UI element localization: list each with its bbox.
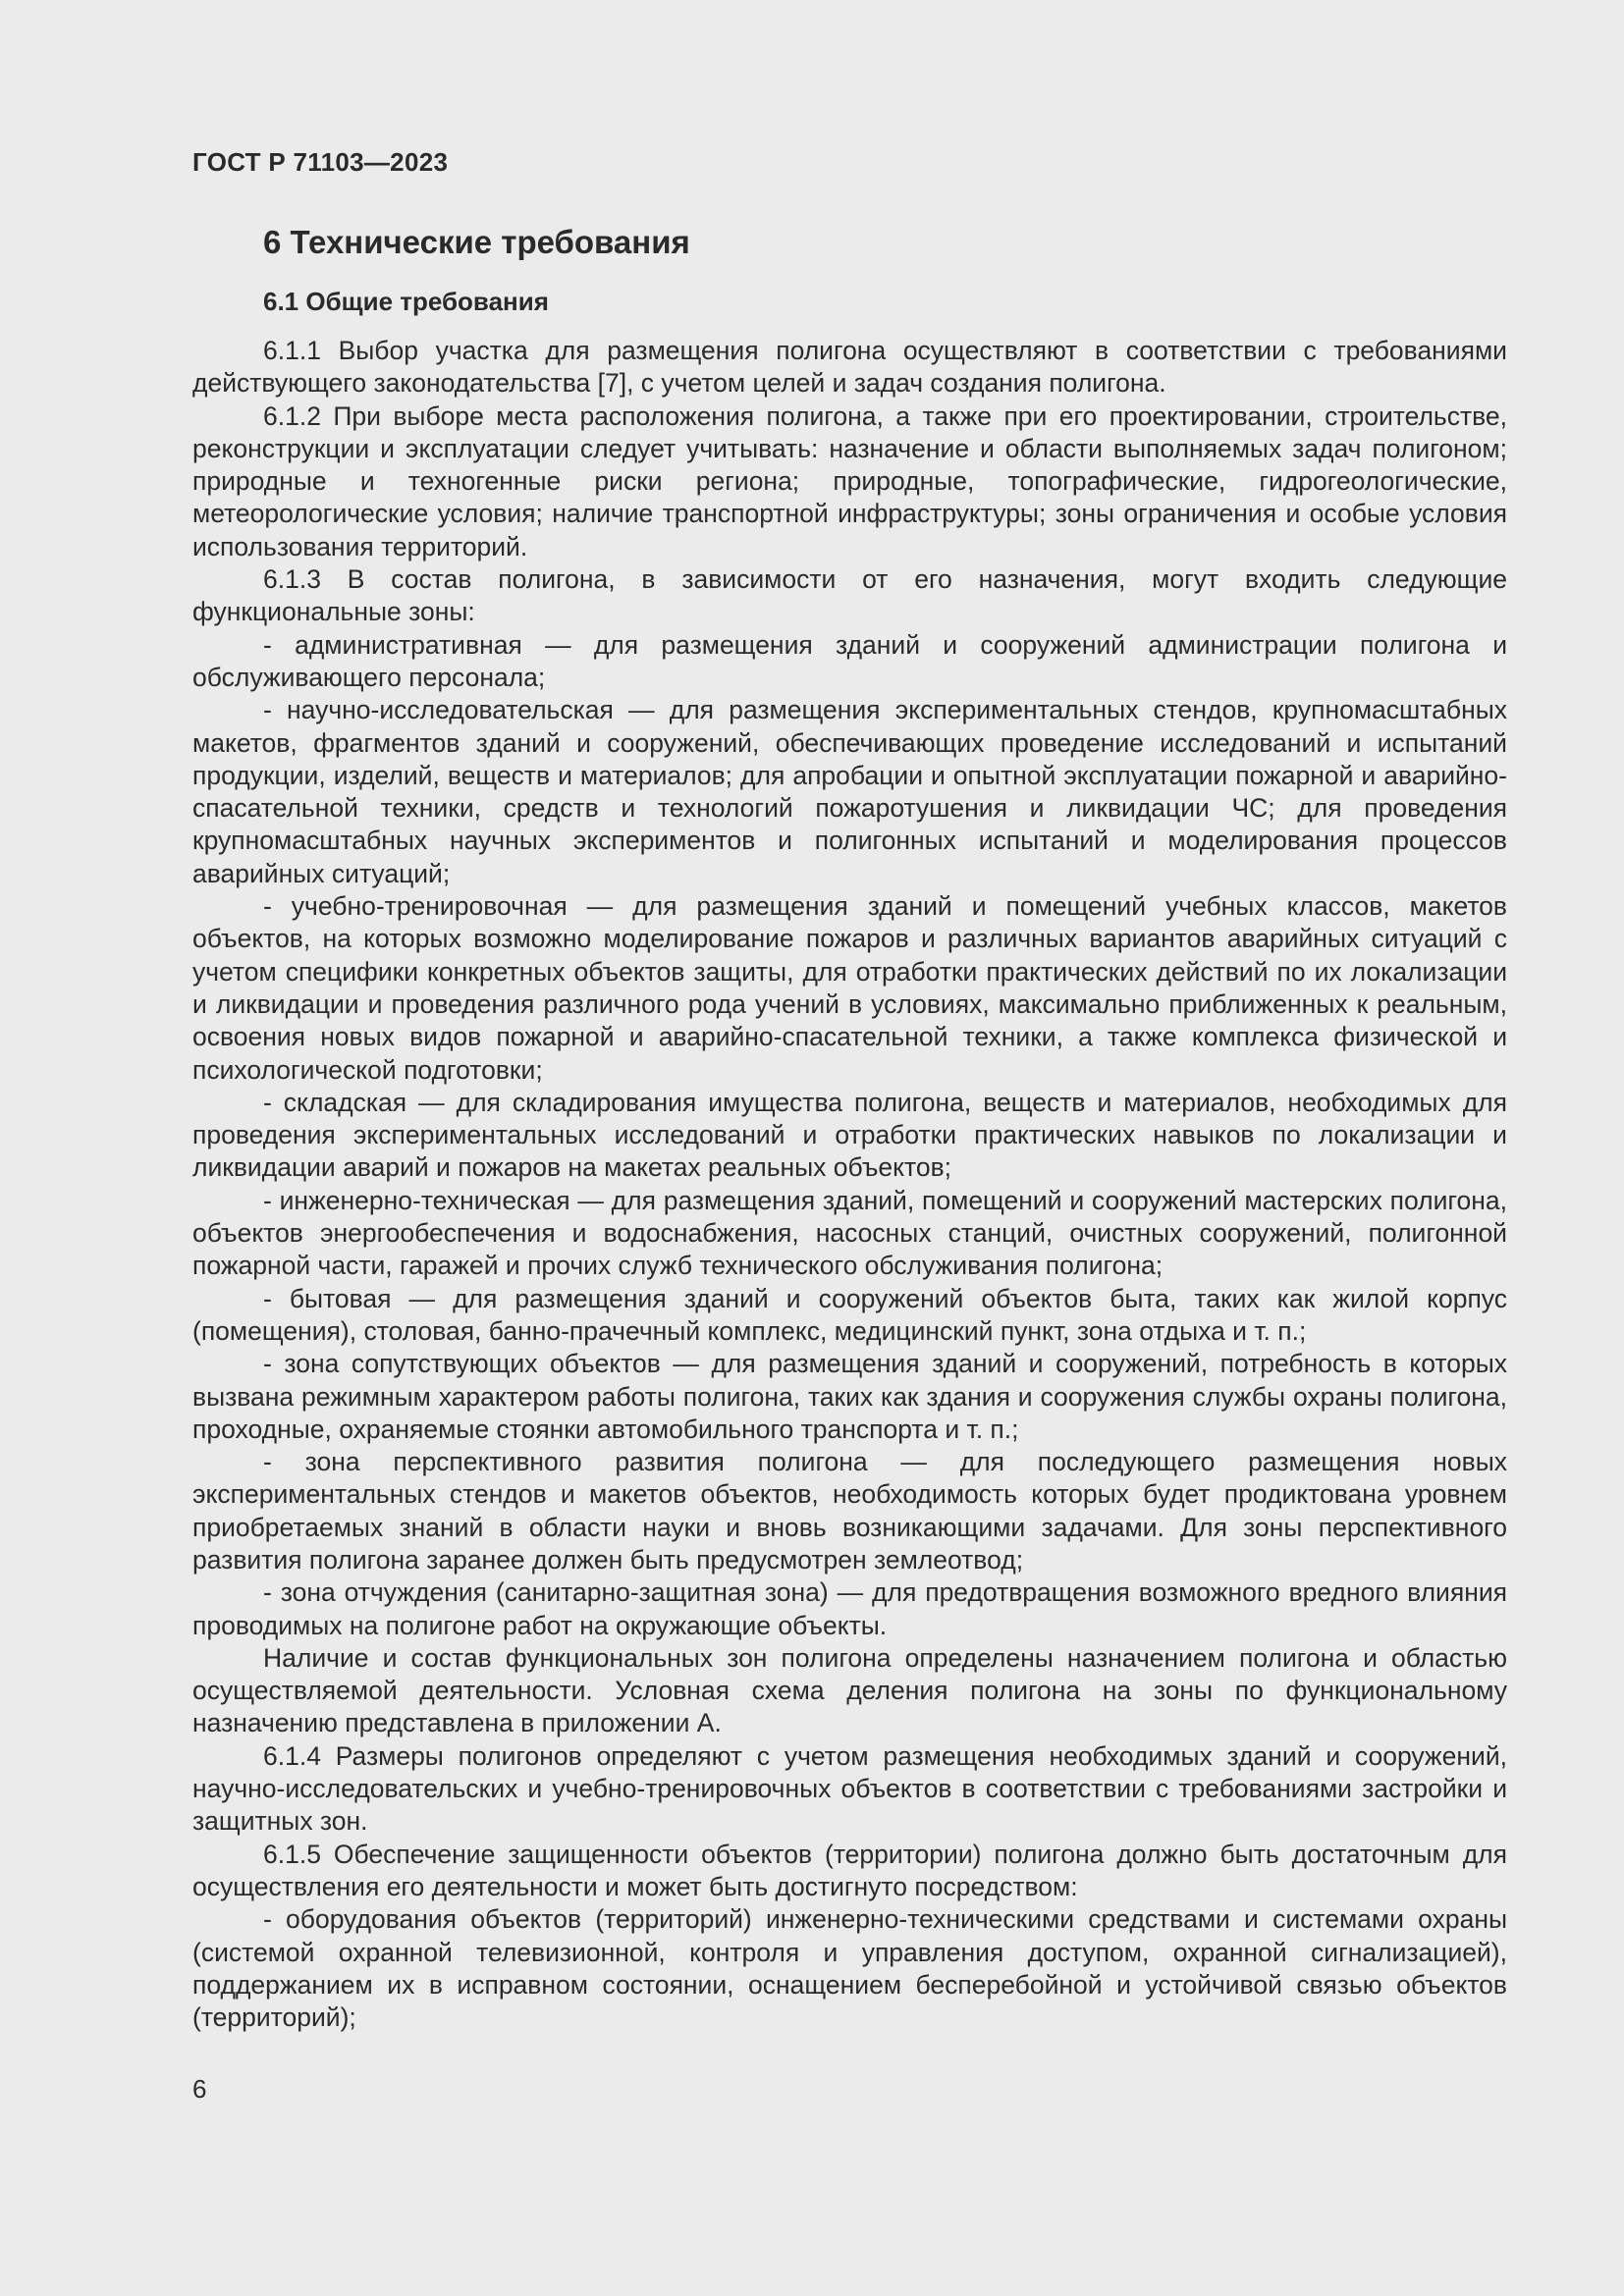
paragraph-6-1-3: 6.1.3 В состав полигона, в зависимости от его назначения, могут входить следующие функциональные зоны: <box>192 564 1507 627</box>
document-id-header: ГОСТ Р 71103—2023 <box>192 147 449 177</box>
section-title: 6 Технические требования <box>263 224 690 260</box>
paragraph-6-1-4: 6.1.4 Размеры полигонов определяют с учетом размещения необходимых зданий и сооружений, научно-исследовательских и учебно-тренировочных объектов в соответствии с требованиями застройки и защитных зон. <box>192 1740 1507 1837</box>
list-item-development-zone: - зона перспективного развития полигона — для последующего размещения новых экспериментальных стендов и макетов объектов, необходимость которых будет продиктована уровнем приобретаемых знаний в области науки и вновь возникающими задачами. Для зоны перспективного развития полигона заранее должен быть предусмотрен землеотвод; <box>192 1447 1507 1575</box>
list-item-research-zone: - научно-исследовательская — для размещения экспериментальных стендов, крупномасштабных макетов, фрагментов зданий и сооружений, обеспечивающих проведение исследований и испытаний продукции, изделий, веществ и материалов; для апробации и опытной эксплуатации пожарной и аварийно-спасательной техники, средств и технологий пожаротушения и ликвидации ЧС; для проведения крупномасштабных научных экспериментов и полигонных испытаний и моделирования процессов аварийных ситуаций; <box>192 695 1507 888</box>
list-item-administrative-zone: - административная — для размещения зданий и сооружений администрации полигона и обслуживающего персонала; <box>192 629 1507 692</box>
paragraph-6-1-5: 6.1.5 Обеспечение защищенности объектов (территории) полигона должно быть достаточным для осуществления его деятельности и может быть достигнуто посредством: <box>192 1839 1507 1901</box>
document-body <box>192 335 1507 2034</box>
subsection-title: 6.1 Общие требования <box>263 287 549 316</box>
list-item-exclusion-zone: - зона отчуждения (санитарно-защитная зона) — для предотвращения возможного вредного влияния проводимых на полигоне работ на окружающие объекты. <box>192 1577 1507 1640</box>
paragraph-zones-summary: Наличие и состав функциональных зон полигона определены назначением полигона и областью осуществляемой деятельности. Условная схема деления полигона на зоны по функциональному назначению представлена в приложении А. <box>192 1642 1507 1738</box>
paragraph-6-1-2: 6.1.2 При выборе места расположения полигона, а также при его проектировании, строительстве, реконструкции и эксплуатации следует учитывать: назначение и области выполняемых задач полигоном; природные и техногенные риски региона; природные, топографические, гидрогеологические, метеорологические условия; наличие транспортной инфраструктуры; зоны ограничения и особые условия использования территорий. <box>192 400 1507 561</box>
list-item-household-zone: - бытовая — для размещения зданий и сооружений объектов быта, таких как жилой корпус (помещения), столовая, банно-прачечный комплекс, медицинский пункт, зона отдыха и т. п.; <box>192 1283 1507 1346</box>
list-item-auxiliary-zone: - зона сопутствующих объектов — для размещения зданий и сооружений, потребность в которых вызвана режимным характером работы полигона, таких как здания и сооружения службы охраны полигона, проходные, охраняемые стоянки автомобильного транспорта и т. п.; <box>192 1349 1507 1444</box>
paragraph-6-1-1: 6.1.1 Выбор участка для размещения полигона осуществляют в соответствии с требованиями действующего законодательства [7], с учетом целей и задач создания полигона. <box>192 336 1507 399</box>
list-item-engineering-zone: - инженерно-техническая — для размещения зданий, помещений и сооружений мастерских полигона, объектов энергообеспечения и водоснабжения, насосных станций, очистных сооружений, полигонной пожарной части, гаражей и прочих служб технического обслуживания полигона; <box>192 1185 1507 1281</box>
list-item-storage-zone: - складская — для складирования имущества полигона, веществ и материалов, необходимых для проведения экспериментальных исследований и отработки практических навыков по локализации и ликвидации аварий и пожаров на макетах реальных объектов; <box>192 1087 1507 1183</box>
list-item-security-equipment: - оборудования объектов (территорий) инженерно-техническими средствами и системами охраны (системой охранной телевизионной, контроля и управления доступом, охранной сигнализацией), поддержанием их в исправном состоянии, оснащением бесперебойной и устойчивой связью объектов (территорий); <box>192 1904 1507 2033</box>
list-item-training-zone: - учебно-тренировочная — для размещения зданий и помещений учебных классов, макетов объектов, на которых возможно моделирование пожаров и различных вариантов аварийных ситуаций с учетом специфики конкретных объектов защиты, для отработки практических действий по их локализации и ликвидации и проведения различного рода учений в условиях, максимально приближенных к реальным, освоения новых видов пожарной и аварийно-спасательной техники, а также комплекса физической и психологической подготовки; <box>192 891 1507 1085</box>
page-number: 6 <box>192 2074 207 2104</box>
